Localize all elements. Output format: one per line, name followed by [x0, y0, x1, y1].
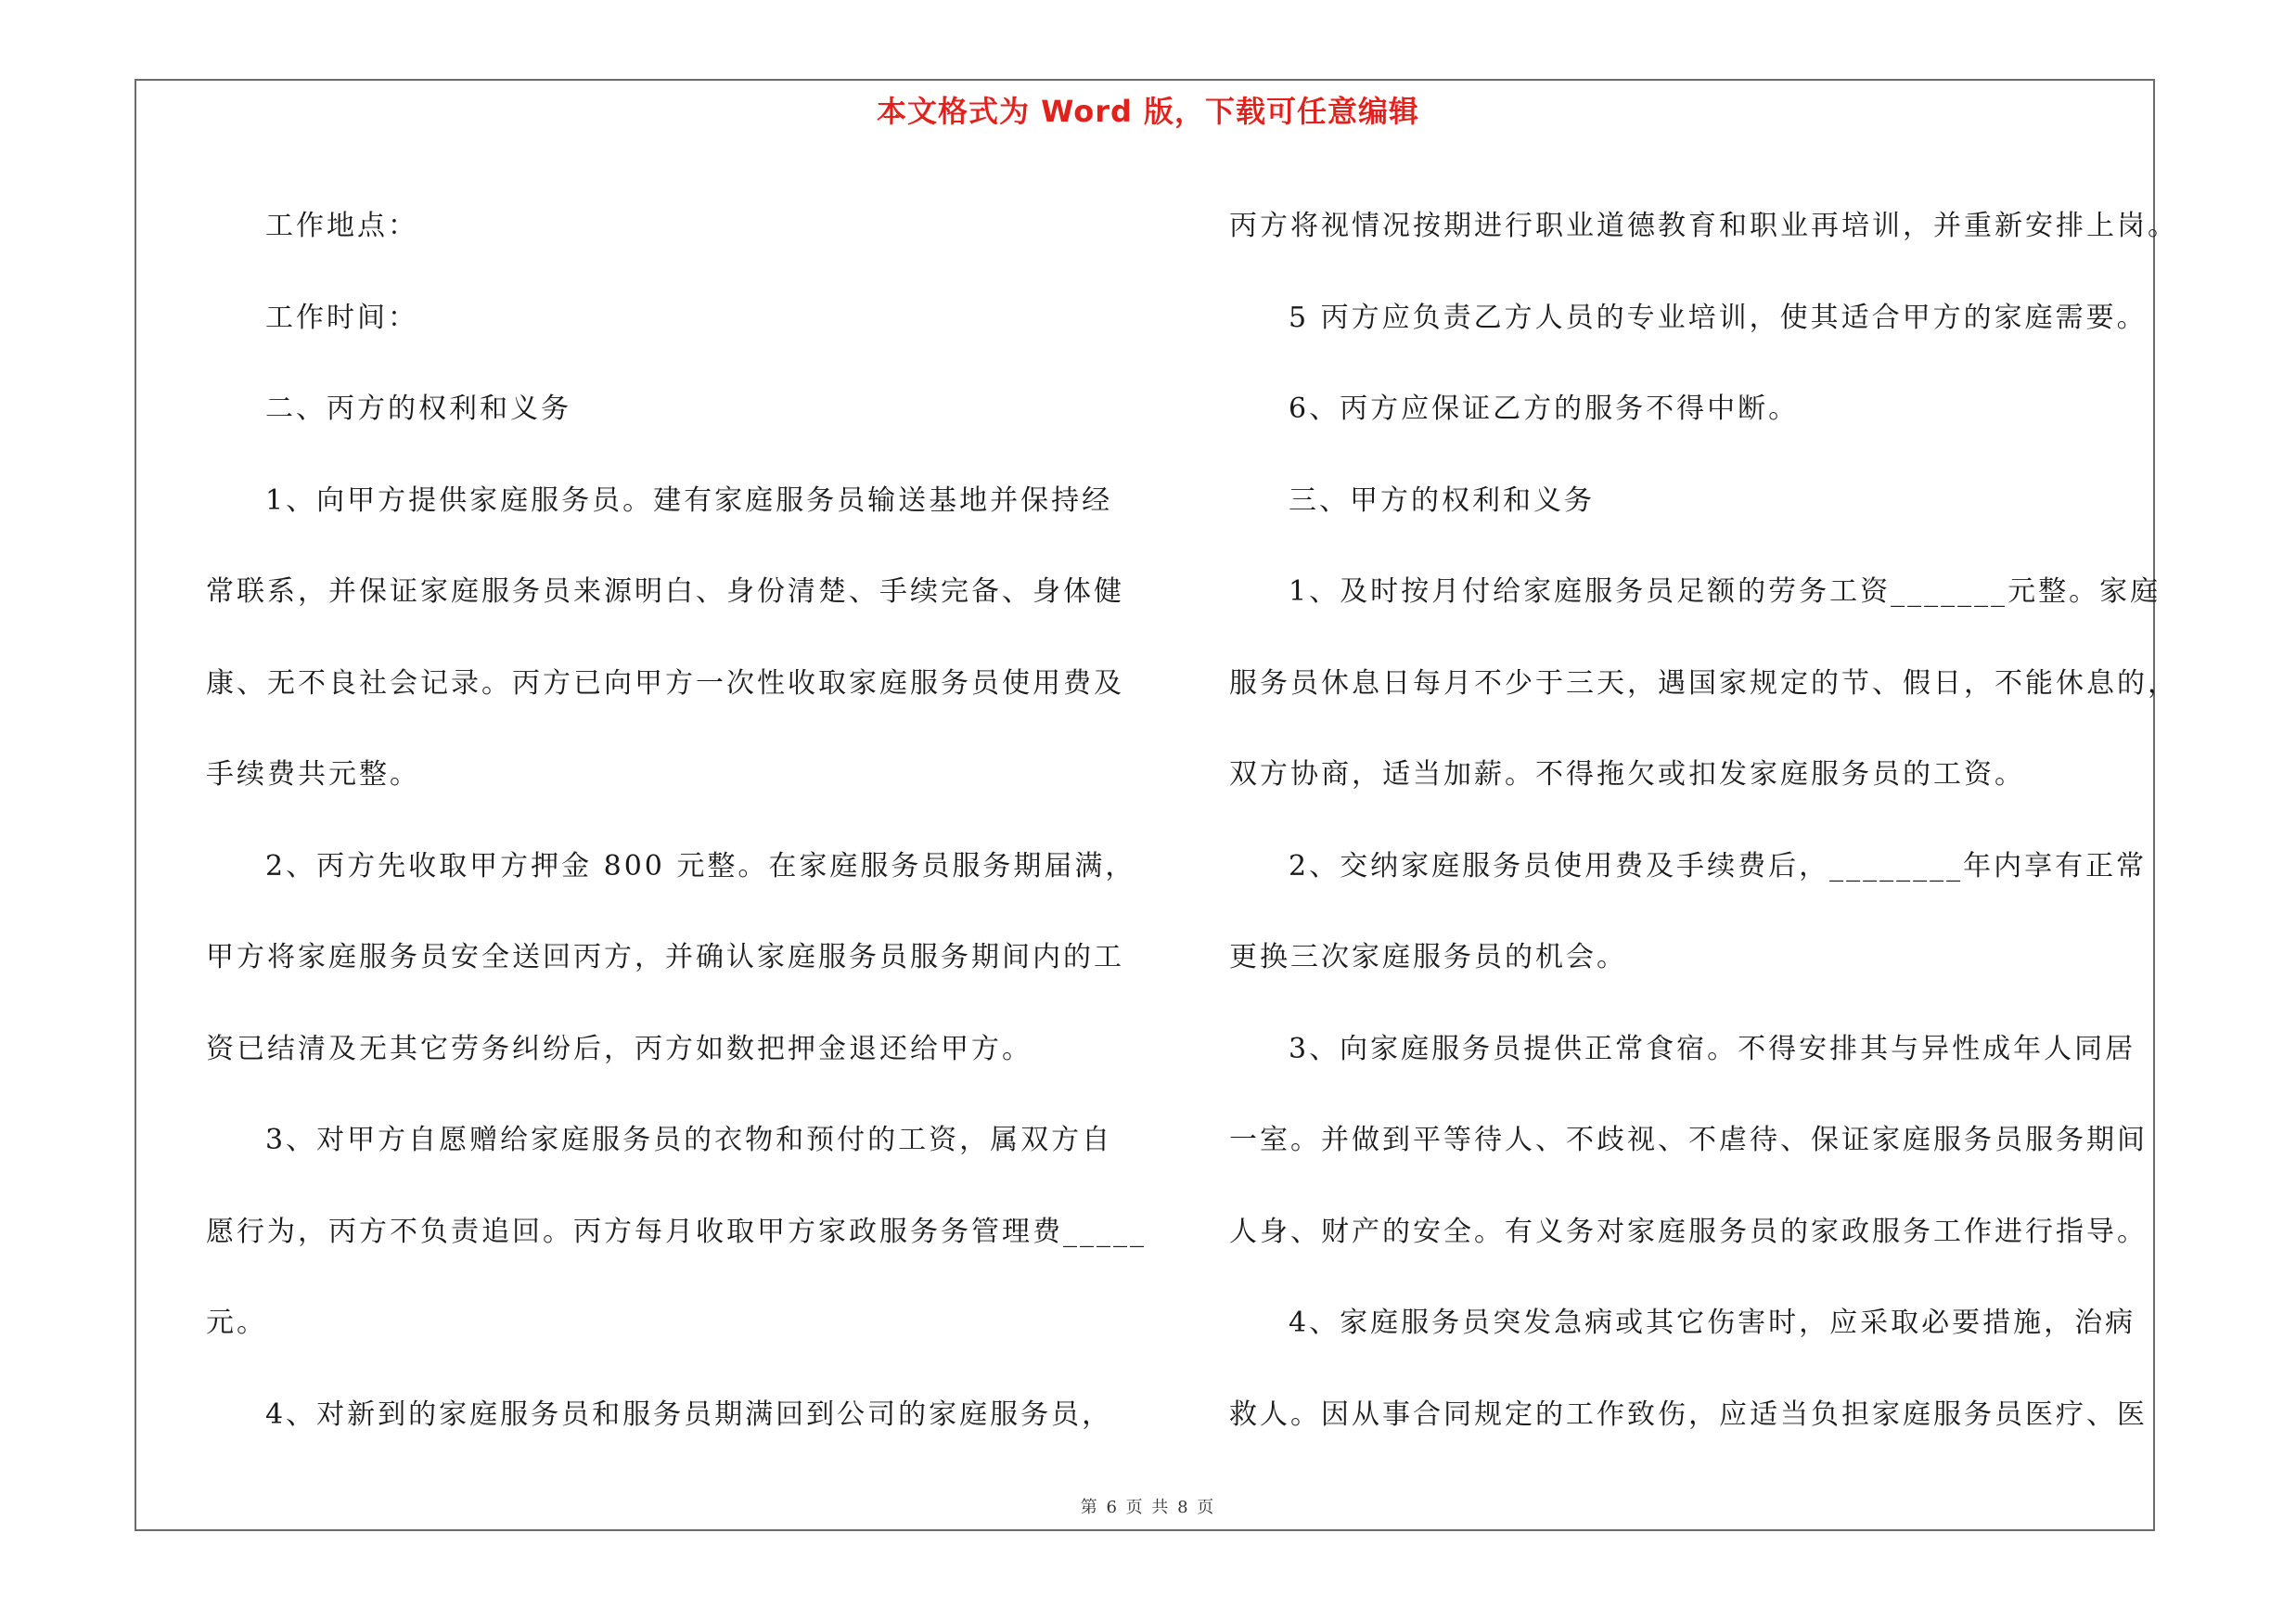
- text-line: 三、甲方的权利和义务: [1289, 483, 1595, 517]
- text-line: 工作地点：: [265, 210, 418, 242]
- document-header: 本文格式为 Word 版，下载可任意编辑: [876, 94, 1420, 129]
- right-column: [1229, 181, 2185, 1461]
- text-line: 4、家庭服务员突发急病或其它伤害时，应采取必要措施，治病: [1289, 1307, 2136, 1339]
- text-line: 愿行为，丙方不负责追回。丙方每月收取甲方家政服务务管理费_____: [206, 1215, 1147, 1248]
- text-line: 2、交纳家庭服务员使用费及手续费后，________年内享有正常: [1289, 849, 2148, 882]
- text-line: 元。: [206, 1307, 267, 1339]
- text-line: 资已结清及无其它劳务纠纷后，丙方如数把押金退还给甲方。: [206, 1032, 1033, 1065]
- text-line: 甲方将家庭服务员安全送回丙方，并确认家庭服务员服务期间内的工: [206, 941, 1124, 973]
- text-line: 服务员休息日每月不少于三天，遇国家规定的节、假日，不能休息的，: [1229, 666, 2178, 700]
- text-line: 更换三次家庭服务员的机会。: [1229, 941, 1627, 973]
- text-line: 二、丙方的权利和义务: [265, 393, 571, 425]
- text-line: 人身、财产的安全。有义务对家庭服务员的家政服务工作进行指导。: [1229, 1215, 2148, 1248]
- text-line: 1、及时按月付给家庭服务员足额的劳务工资_______元整。家庭: [1289, 575, 2161, 608]
- text-line: 6、丙方应保证乙方的服务不得中断。: [1289, 393, 1800, 425]
- text-line: 康、无不良社会记录。丙方已向甲方一次性收取家庭服务员使用费及: [206, 666, 1124, 700]
- text-line: 常联系，并保证家庭服务员来源明白、身份清楚、手续完备、身体健: [206, 575, 1124, 608]
- text-line: 一室。并做到平等待人、不歧视、不虐待、保证家庭服务员服务期间: [1229, 1124, 2148, 1156]
- text-line: 救人。因从事合同规定的工作致伤，应适当负担家庭服务员医疗、医: [1229, 1398, 2148, 1431]
- text-line: 双方协商，适当加薪。不得拖欠或扣发家庭服务员的工资。: [1229, 758, 2025, 791]
- text-line: 3、向家庭服务员提供正常食宿。不得安排其与异性成年人同居: [1289, 1032, 2136, 1065]
- text-line: 手续费共元整。: [206, 758, 420, 791]
- left-column: [206, 181, 1147, 1461]
- text-line: 丙方将视情况按期进行职业道德教育和职业再培训，并重新安排上岗。: [1229, 210, 2178, 242]
- text-line: 4、对新到的家庭服务员和服务员期满回到公司的家庭服务员，: [265, 1398, 1113, 1431]
- text-line: 1、向甲方提供家庭服务员。建有家庭服务员输送基地并保持经: [265, 483, 1113, 517]
- text-line: 工作时间：: [265, 301, 418, 334]
- text-line: 3、对甲方自愿赠给家庭服务员的衣物和预付的工资，属双方自: [265, 1124, 1113, 1156]
- page-footer: 第 6 页 共 8 页: [1080, 1498, 1216, 1517]
- text-line: 5 丙方应负责乙方人员的专业培训，使其适合甲方的家庭需要。: [1289, 301, 2148, 334]
- text-line: 2、丙方先收取甲方押金 800 元整。在家庭服务员服务期届满，: [265, 849, 1136, 882]
